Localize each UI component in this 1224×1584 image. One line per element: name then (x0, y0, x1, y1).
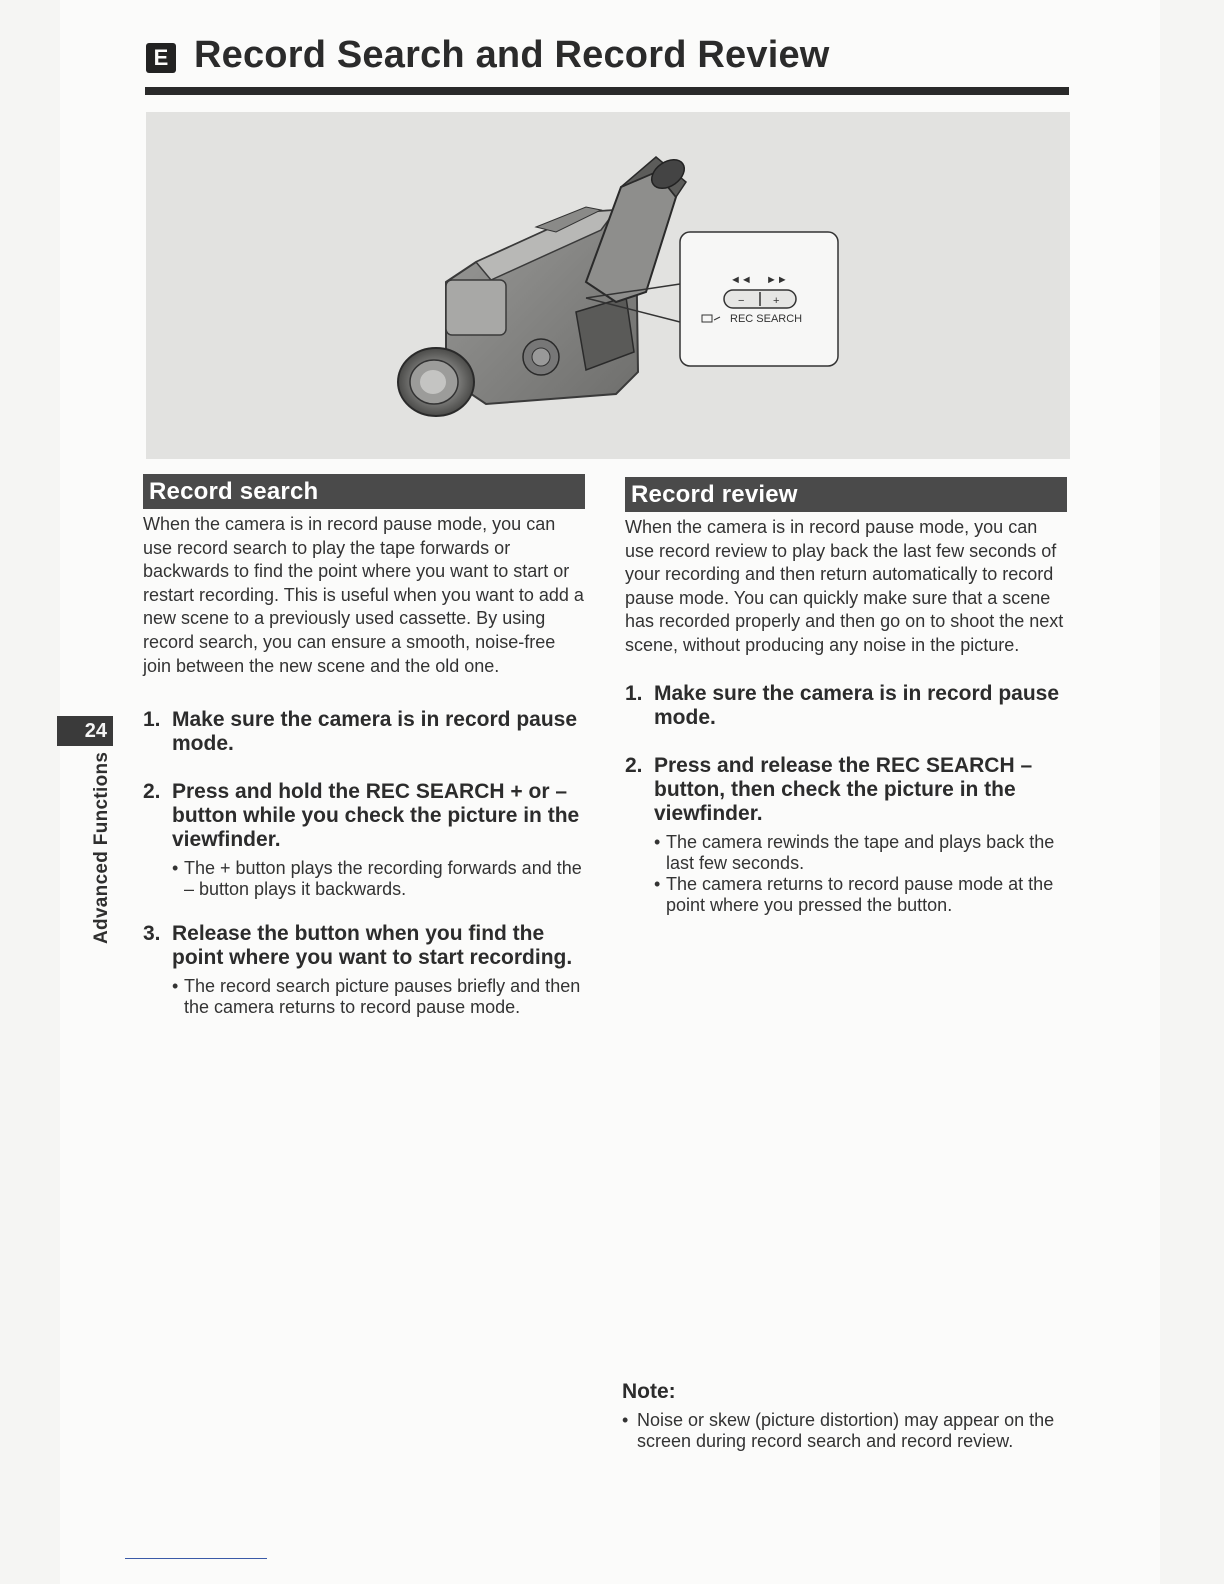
step-item (625, 682, 1067, 730)
rec-search-callout (680, 232, 838, 366)
step-number: 1. (143, 708, 161, 732)
step-item (143, 708, 585, 756)
rewind-symbol: ◄◄ (730, 274, 752, 286)
camcorder-illustration (146, 112, 1070, 459)
footer-rule (125, 1558, 267, 1559)
step-text: Release the button when you find the point where you want to start recording. (172, 922, 573, 970)
step-number: 1. (625, 681, 643, 705)
record-search-steps (143, 708, 585, 1018)
step-number: 2. (143, 780, 161, 804)
record-review-section (625, 477, 1067, 916)
record-review-steps (625, 682, 1067, 916)
step-number: 2. (625, 753, 643, 777)
bullet-item: • The record search picture pauses briefly and then the camera returns to record pause mode. (172, 976, 585, 1018)
step-item (143, 780, 585, 900)
record-review-heading: Record review (625, 477, 1067, 512)
note-bullet: • Noise or skew (picture distortion) may appear on the screen during record search and record review. (622, 1410, 1062, 1452)
section-letter-badge: E (146, 43, 176, 73)
rec-search-label: REC SEARCH (730, 313, 803, 325)
record-review-intro: When the camera is in record pause mode, you can use record review to play back the last few seconds of your recording and then return automatically to record pause mode. You can quickly make sure that a scene has recorded properly and then go on to shoot the next scene, without producing any noise in the picture. (625, 517, 1064, 655)
camcorder-drawing (146, 112, 1070, 459)
note-title: Note: (622, 1380, 676, 1403)
step-number: 3. (143, 922, 161, 946)
step-text: Make sure the camera is in record pause mode. (654, 681, 1060, 729)
step-bullets (172, 976, 585, 1018)
forward-symbol: ►► (766, 274, 788, 286)
step-text: Press and release the REC SEARCH – button, then check the picture in the viewfinder. (654, 753, 1033, 825)
rec-search-minus: − (738, 295, 745, 307)
step-text: Make sure the camera is in record pause mode. (172, 708, 578, 756)
bullet-item: • The + button plays the recording forwards and the – button plays it backwards. (172, 858, 585, 900)
note-section (622, 1380, 1062, 1452)
step-bullets (654, 832, 1067, 916)
page-title: Record Search and Record Review (194, 34, 830, 76)
rec-search-plus: + (773, 295, 780, 307)
section-side-label: Advanced Functions (91, 751, 112, 944)
step-bullets (172, 858, 585, 900)
title-row (146, 34, 830, 77)
step-text: Press and hold the REC SEARCH + or – button while you check the picture in the viewfinder. (172, 780, 580, 852)
step-item (625, 754, 1067, 916)
camcorder-lens (398, 348, 474, 416)
step-item (143, 922, 585, 1018)
record-search-heading: Record search (143, 474, 585, 509)
bullet-item: • The camera rewinds the tape and plays back the last few seconds. (654, 832, 1067, 874)
record-search-section (143, 474, 585, 1018)
page-number-tab: 24 (57, 716, 113, 746)
record-search-intro: When the camera is in record pause mode, you can use record search to play the tape forwards or backwards to find the point where you want to start or restart recording. This is useful when you want to add a new scene to a previously used cassette. By using record search, you can ensure a smooth, noise-free join between the new scene and the old one. (143, 514, 584, 676)
bullet-item: • The camera returns to record pause mode at the point where you pressed the button. (654, 874, 1067, 916)
note-bullets (622, 1410, 1062, 1452)
title-rule (145, 87, 1069, 95)
